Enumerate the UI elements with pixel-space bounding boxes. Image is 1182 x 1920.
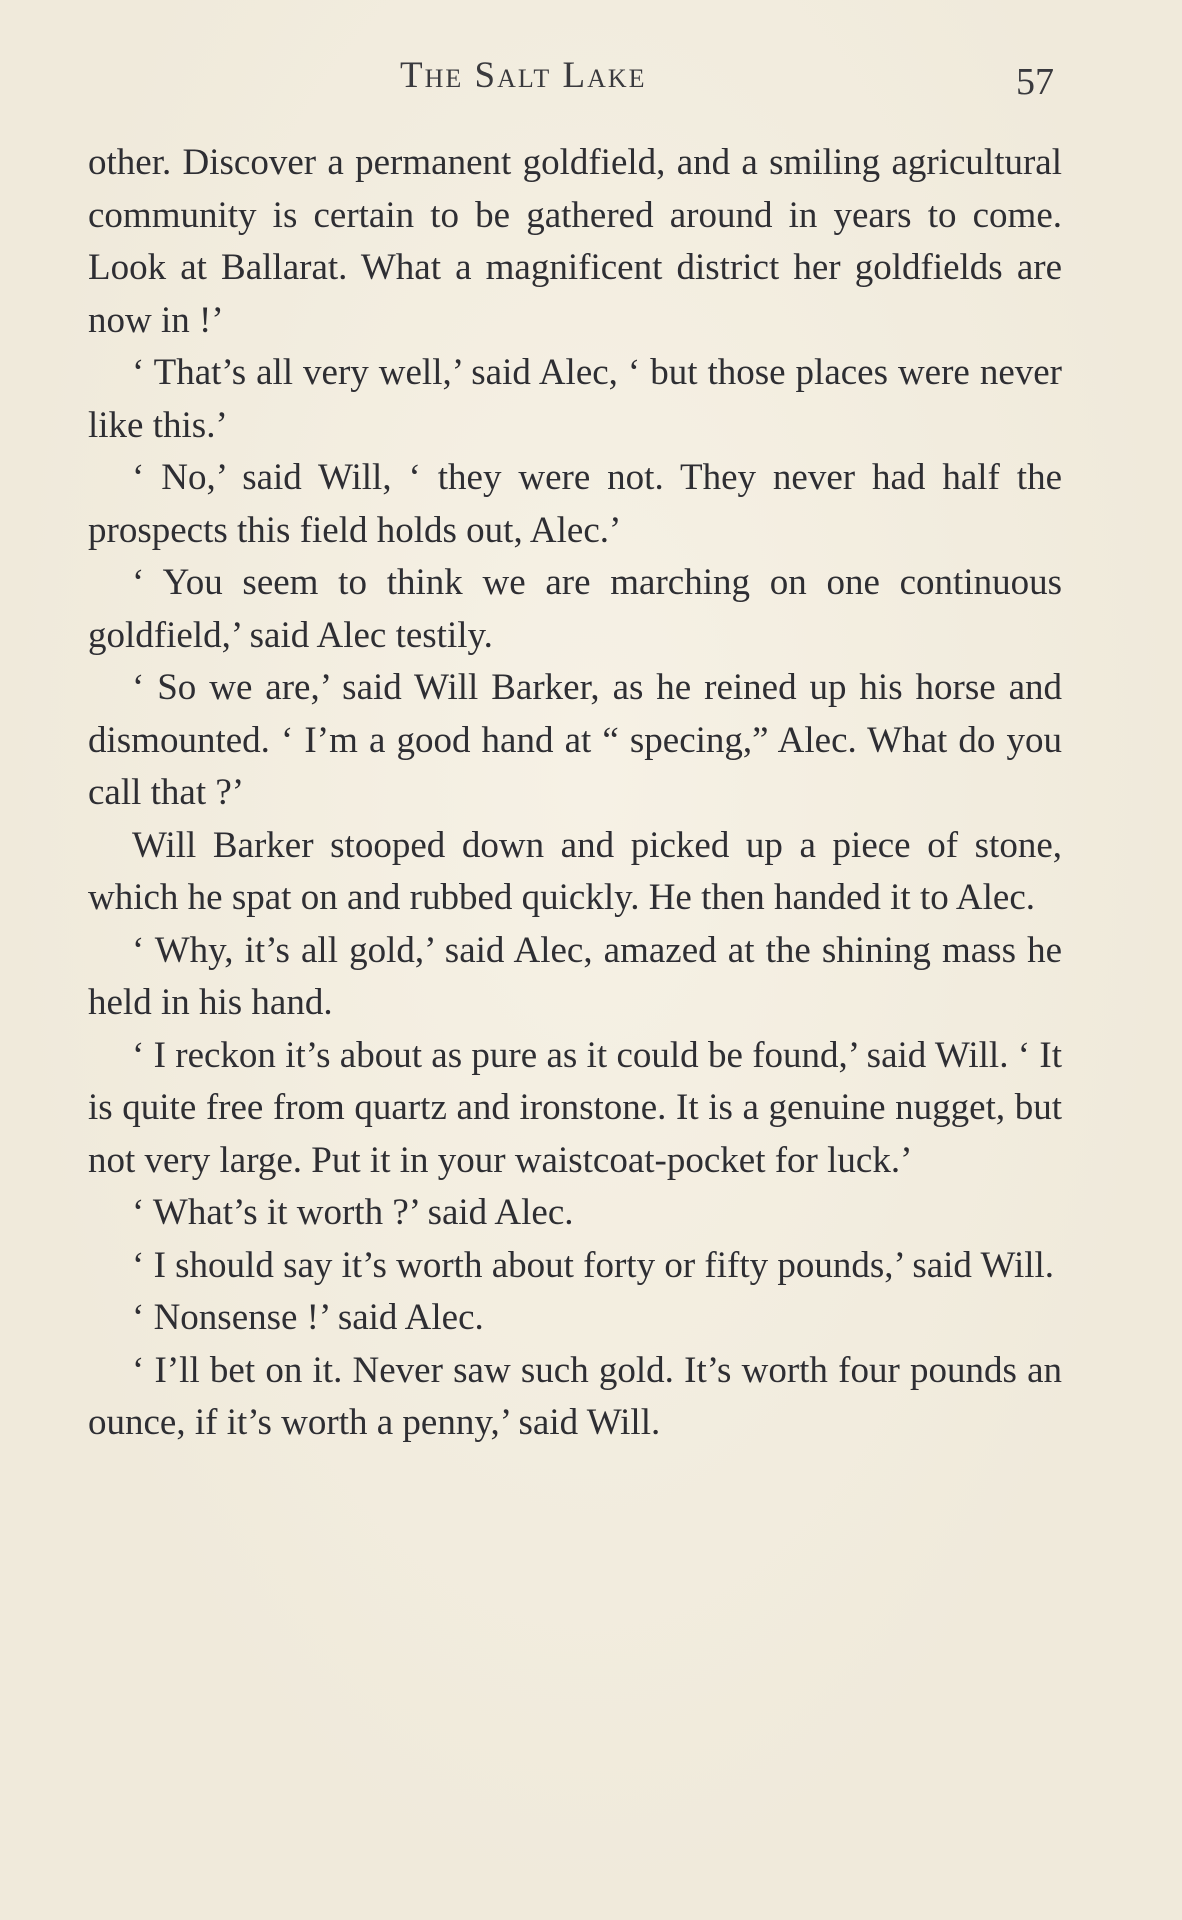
running-title: The Salt Lake (400, 55, 647, 96)
running-head (0, 54, 1182, 110)
paragraph-9: ‘ What’s it worth ?’ said Alec. (132, 1192, 574, 1233)
paragraph-10: ‘ I should say it’s worth about forty or fifty pounds,’ said Will. (132, 1244, 1055, 1286)
paragraph-4: ‘ You seem to think we are marching on one continuous goldfield,’ said Alec testily. (88, 562, 1062, 656)
paragraph-12: ‘ I’ll bet on it. Never saw such gold. It’s worth four pounds an ounce, if it’s worth a penny,’ said Will. (88, 1349, 1062, 1443)
body-text (88, 137, 1062, 1450)
paragraph-8: ‘ I reckon it’s about as pure as it could be found,’ said Will. ‘ It is quite free from quartz and ironstone. It is a genuine nugget, but not very large. Put it in your waistcoat-pocket for luck.’ (88, 1034, 1062, 1181)
page-number: 57 (1016, 61, 1054, 103)
paragraph-3: ‘ No,’ said Will, ‘ they were not. They never had half the prospects this field holds out, Alec.’ (88, 457, 1062, 551)
paragraph-11: ‘ Nonsense !’ said Alec. (132, 1297, 484, 1338)
paragraph-7: ‘ Why, it’s all gold,’ said Alec, amazed at the shining mass he held in his hand. (88, 929, 1062, 1023)
paragraph-1: other. Discover a permanent goldfield, and a smiling agricultural community is certain to be gathered around in years to come. Look at Ballarat. What a magnificent district her goldfields are now in !’ (88, 142, 1062, 341)
paragraph-5: ‘ So we are,’ said Will Barker, as he reined up his horse and dismounted. ‘ I’m a good hand at “ specing,” Alec. What do you call that ?’ (88, 667, 1062, 813)
paragraph-2: ‘ That’s all very well,’ said Alec, ‘ but those places were never like this.’ (88, 352, 1062, 446)
paragraph-6: Will Barker stooped down and picked up a piece of stone, which he spat on and rubbed quickly. He then handed it to Alec. (88, 824, 1062, 918)
